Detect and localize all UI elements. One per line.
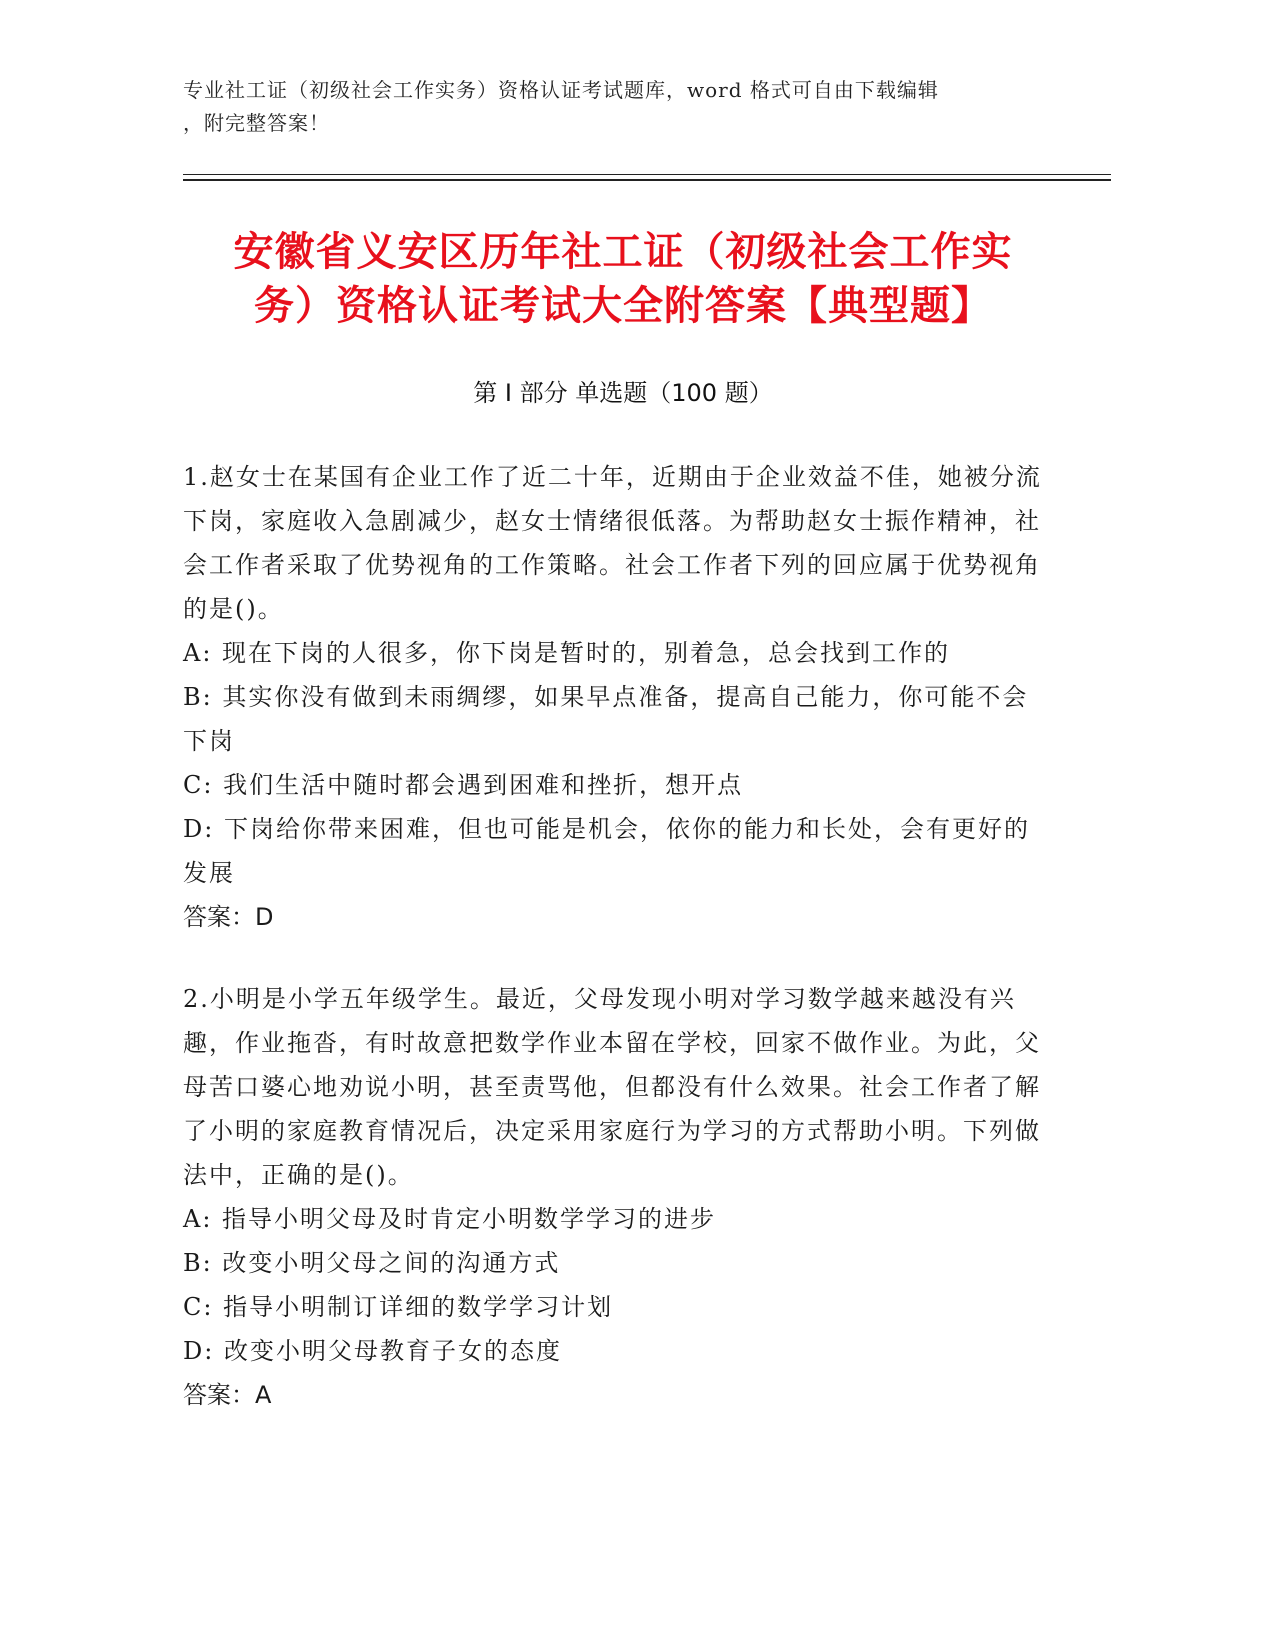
question-stem: 2.小明是小学五年级学生。最近，父母发现小明对学习数学越来越没有兴趣，作业拖沓，有时故意把数学作业本留在学校，回家不做作业。为此，父母苦口婆心地劝说小明，甚至责骂他，但都没有什么效果。社会工作者了解了小明的家庭教育情况后，决定采用家庭行为学习的方式帮助小明。下列做法中，正确的是()。	[183, 985, 1041, 1189]
question-answer: 答案：D	[183, 903, 274, 931]
question-option-b: B: 改变小明父母之间的沟通方式	[183, 1249, 561, 1277]
header-note-line2: ，附完整答案！	[183, 111, 330, 135]
question-stem: 1.赵女士在某国有企业工作了近二十年，近期由于企业效益不佳，她被分流下岗，家庭收入急剧减少，赵女士情绪很低落。为帮助赵女士振作精神，社会工作者采取了优势视角的工作策略。社会工作者下列的回应属于优势视角的是()。	[183, 463, 1042, 623]
document-title-line1: 安徽省义安区历年社工证（初级社会工作实	[233, 229, 1013, 275]
question-item	[183, 455, 1043, 939]
question-option-d: D: 改变小明父母教育子女的态度	[183, 1337, 562, 1365]
question-option-d: D: 下岗给你带来困难，但也可能是机会，依你的能力和长处，会有更好的发展	[183, 815, 1030, 887]
header-note-line1: 专业社工证（初级社会工作实务）资格认证考试题库，word 格式可自由下载编辑	[183, 78, 939, 102]
document-title-line2: 务）资格认证考试大全附答案【典型题】	[254, 283, 992, 329]
question-option-c: C: 我们生活中随时都会遇到困难和挫折，想开点	[183, 771, 744, 799]
header-note	[183, 74, 1043, 140]
question-option-b: B: 其实你没有做到未雨绸缪，如果早点准备，提高自己能力，你可能不会下岗	[183, 683, 1029, 755]
question-option-c: C: 指导小明制订详细的数学学习计划	[183, 1293, 614, 1321]
document-title	[183, 225, 1063, 333]
header-divider-thick	[183, 179, 1111, 181]
question-option-a: A: 现在下岗的人很多，你下岗是暂时的，别着急，总会找到工作的	[183, 639, 951, 667]
section-title: 第 I 部分 单选题（100 题）	[473, 379, 773, 407]
question-answer: 答案：A	[183, 1381, 272, 1409]
question-item	[183, 977, 1043, 1417]
question-option-a: A: 指导小明父母及时肯定小明数学学习的进步	[183, 1205, 717, 1233]
header-divider-thin	[183, 174, 1111, 175]
